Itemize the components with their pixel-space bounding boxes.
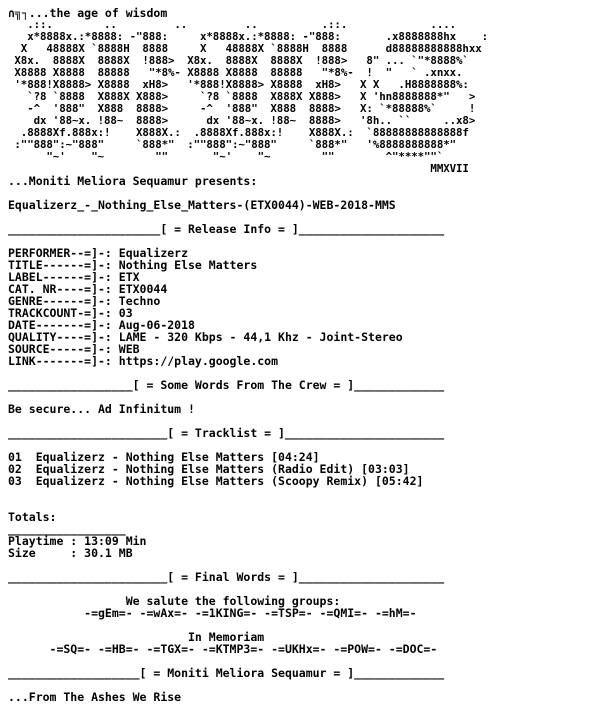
- nfo-line: ...From The Ashes We Rise: [8, 690, 182, 704]
- ascii-art-line: X 48888X `8888H 8888 X 48888X `8888H 8888 d88888888888hxx: [8, 42, 482, 55]
- ascii-art-line: MMXVII: [8, 162, 469, 175]
- ascii-art-line: :""888":~"888" `888*" :""888":~"888" `888*" '%8888888888*": [8, 138, 457, 151]
- nfo-line: 01 Equalizerz - Nothing Else Matters [04:24]: [8, 450, 320, 464]
- nfo-line: We salute the following groups:: [8, 594, 341, 608]
- ascii-art-line: .::. .. .. .. .::. ....: [8, 18, 457, 31]
- nfo-line: ___________________[ = Moniti Meliora Sequamur = ]_____________: [8, 666, 445, 680]
- nfo-line: _________________: [8, 522, 126, 536]
- ascii-art-line: dx '88~x. !88~ 8888> dx '88~x. !88~ 8888> '8h.. `` ..x8>: [8, 114, 476, 127]
- nfo-line: GENRE------=]-: Techno: [8, 294, 161, 308]
- nfo-line: Size : 30.1 MB: [8, 546, 133, 560]
- ascii-art-line: X8888 X8888 88888 "*8%- X8888 X8888 88888 "*8%- ! " ` .xnxx.: [8, 66, 463, 79]
- nfo-line: CAT. NR----=]-: ETX0044: [8, 282, 168, 296]
- nfo-line: ______________________[ = Release Info = ]_____________________: [8, 222, 445, 236]
- ascii-art-line: X8x. 8888X 8888X !888> X8x. 8888X 8888X !888> 8" ... `"*8888%`: [8, 54, 469, 67]
- nfo-line: 03 Equalizerz - Nothing Else Matters (Scoopy Remix) [05:42]: [8, 474, 424, 488]
- nfo-line: ...Moniti Meliora Sequamur presents:: [8, 174, 258, 188]
- nfo-line: _______________________[ = Tracklist = ]_______________________: [8, 426, 445, 440]
- nfo-line: SOURCE-----=]-: WEB: [8, 342, 140, 356]
- nfo-line: Playtime : 13:09 Min: [8, 534, 147, 548]
- nfo-line: TRACKCOUNT-=]-: 03: [8, 306, 133, 320]
- nfo-line: -=gEm=- -=wAx=- -=1KING=- -=TSP=- -=QMI=- -=hM=-: [8, 606, 417, 620]
- nfo-line: __________________[ = Some Words From The Crew = ]_____________: [8, 378, 445, 392]
- nfo-line: Equalizerz_-_Nothing_Else_Matters-(ETX0044)-WEB-2018-MMS: [8, 198, 396, 212]
- nfo-line: ∩╗┐...the age of wisdom: [8, 6, 168, 20]
- nfo-line: Be secure... Ad Infinitum !: [8, 402, 195, 416]
- nfo-line: LINK-------=]-: https://play.google.com: [8, 354, 279, 368]
- nfo-line: TITLE------=]-: Nothing Else Matters: [8, 258, 258, 272]
- nfo-line: 02 Equalizerz - Nothing Else Matters (Radio Edit) [03:03]: [8, 462, 410, 476]
- nfo-line: QUALITY----=]-: LAME - 320 Kbps - 44,1 Khz - Joint-Stereo: [8, 330, 403, 344]
- nfo-line: PERFORMER--=]-: Equalizerz: [8, 246, 189, 260]
- nfo-line: [8, 499, 592, 511]
- nfo-line: _______________________[ = Final Words = ]_____________________: [8, 570, 445, 584]
- ascii-art-line: x*8888x.:*8888: -"888: x*8888x.:*8888: -"888: .x8888888hx :: [8, 30, 489, 43]
- nfo-line: Totals:: [8, 510, 57, 524]
- ascii-art-line: '*888!X8888> X8888 xH8> '*888!X8888> X8888 xH8> X X .H8888888%:: [8, 78, 469, 91]
- ascii-art-line: "~' "~ "" "~' "~ "" ^"****""`: [8, 150, 444, 163]
- nfo-line: DATE-------=]-: Aug-06-2018: [8, 318, 195, 332]
- nfo-line: LABEL------=]-: ETX: [8, 270, 140, 284]
- nfo-line: -=SQ=- -=HB=- -=TGX=- -=KTMP3=- -=UKHx=- -=POW=- -=DOC=-: [8, 642, 438, 656]
- ascii-art-line: `?8 `8888 X888X X888> `?8 `8888 X888X X888> X 'hn8888888*" >: [8, 90, 476, 103]
- nfo-line: [8, 487, 592, 499]
- ascii-art-line: .8888Xf.888x:! X888X.: .8888Xf.888x:! X888X.: `88888888888888f: [8, 126, 469, 139]
- nfo-line: In Memoriam: [8, 630, 265, 644]
- ascii-art-line: -^ '888" X888 8888> -^ '888" X888 8888> X: `*88888%` !: [8, 102, 476, 115]
